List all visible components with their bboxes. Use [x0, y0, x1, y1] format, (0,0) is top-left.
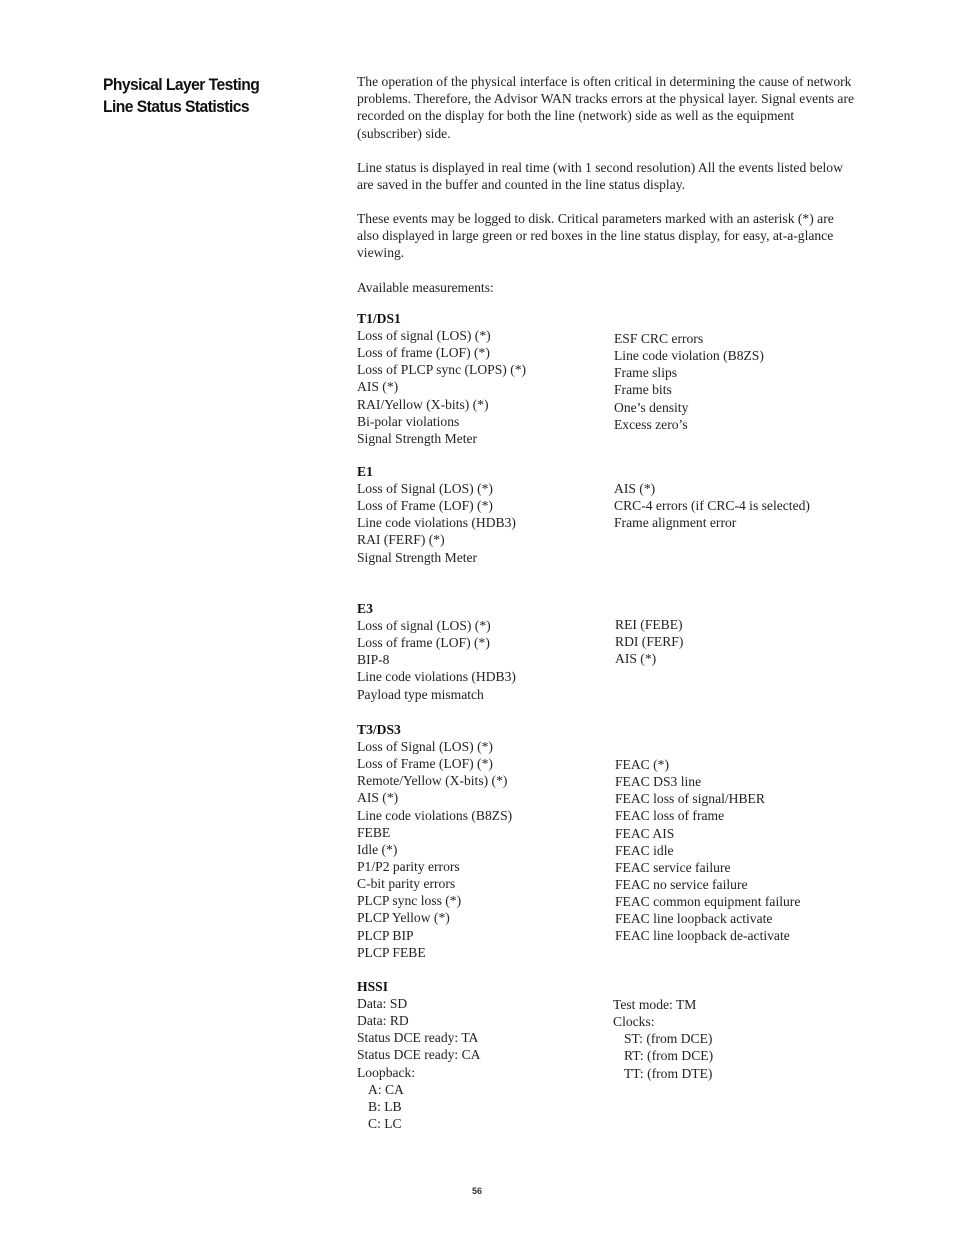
list-item: FEAC line loopback de-activate [615, 928, 790, 944]
list-item: Idle (*) [357, 841, 398, 857]
list-item: Line code violation (B8ZS) [614, 348, 764, 364]
list-item: Line code violations (HDB3) [357, 515, 516, 531]
list-item: FEAC common equipment failure [615, 894, 801, 910]
list-item: AIS (*) [357, 790, 399, 806]
list-item: P1/P2 parity errors [357, 858, 460, 874]
list-item: FEAC (*) [615, 757, 669, 772]
list-item: FEAC DS3 line [615, 774, 702, 790]
list-item: B: LB [368, 1098, 402, 1114]
e3-left-list [357, 617, 516, 703]
section-title-e3: E3 [357, 601, 373, 616]
intro-paragraph-3: These events may be logged to disk. Critical parameters marked with an asterisk (*) are also displayed in large green or red boxes in the line status display, for easy, at-a-glance viewing. [357, 211, 834, 261]
list-item: RAI (FERF) (*) [357, 532, 445, 548]
list-item: Loss of frame (LOF) (*) [357, 345, 490, 361]
list-item: FEAC idle [615, 842, 674, 858]
list-item: Clocks: [613, 1014, 655, 1030]
list-item: Data: SD [357, 996, 408, 1011]
list-item: PLCP FEBE [357, 944, 426, 960]
list-item: BIP-8 [357, 652, 390, 668]
section-title-t3ds3: T3/DS3 [357, 722, 401, 737]
list-item: Loss of frame (LOF) (*) [357, 635, 490, 651]
available-measurements-label: Available measurements: [357, 280, 494, 295]
page-heading [103, 74, 305, 118]
list-item: Test mode: TM [613, 997, 697, 1012]
list-item: TT: (from DTE) [624, 1065, 713, 1081]
list-item: Remote/Yellow (X-bits) (*) [357, 773, 508, 789]
list-item: AIS (*) [614, 481, 656, 496]
list-item: Line code violations (B8ZS) [357, 807, 513, 823]
list-item: Loopback: [357, 1064, 416, 1080]
list-item: CRC-4 errors (if CRC-4 is selected) [614, 498, 810, 514]
hssi-right-list [613, 996, 713, 1082]
list-item: Loss of signal (LOS) (*) [357, 618, 491, 633]
intro-paragraph-1: The operation of the physical interface is often critical in determining the cause of network problems. Therefore, the Advisor WAN tracks errors at the physical layer. Signal events are recorded on the display for both the line (network) side as well as the equipment (subscriber) side. [357, 74, 855, 141]
list-item: Loss of signal (LOS) (*) [357, 328, 491, 343]
intro-paragraph-2: Line status is displayed in real time (with 1 second resolution) All the events listed below are saved in the buffer and counted in the line status display. [357, 160, 843, 193]
list-item: FEAC service failure [615, 859, 731, 875]
list-item: PLCP Yellow (*) [357, 910, 450, 926]
section-title-e1: E1 [357, 464, 373, 479]
list-item: Loss of PLCP sync (LOPS) (*) [357, 362, 527, 378]
list-item: AIS (*) [357, 379, 399, 395]
list-item: FEAC no service failure [615, 876, 748, 892]
list-item: RAI/Yellow (X-bits) (*) [357, 396, 489, 412]
e3-right-list [615, 616, 683, 667]
e1-left-list [357, 480, 516, 566]
hssi-left-list [357, 995, 480, 1132]
list-item: One’s density [614, 399, 689, 415]
list-item: Loss of Signal (LOS) (*) [357, 481, 493, 496]
heading-line-1: Physical Layer Testing [103, 75, 260, 94]
list-item: Signal Strength Meter [357, 430, 478, 446]
list-item: Frame alignment error [614, 515, 737, 531]
list-item: Payload type mismatch [357, 686, 484, 702]
section-title-hssi: HSSI [357, 979, 388, 994]
list-item: Line code violations (HDB3) [357, 669, 516, 685]
section-title-t1ds1: T1/DS1 [357, 311, 401, 326]
t3ds3-right-list [615, 756, 800, 945]
list-item: FEAC AIS [615, 825, 675, 841]
heading-line-2: Line Status Statistics [103, 97, 250, 116]
list-item: Loss of Signal (LOS) (*) [357, 739, 493, 754]
t1ds1-right-list [614, 330, 764, 433]
list-item: Loss of Frame (LOF) (*) [357, 498, 493, 514]
list-item: PLCP BIP [357, 927, 414, 943]
list-item: Status DCE ready: CA [357, 1047, 481, 1063]
list-item: Signal Strength Meter [357, 549, 478, 565]
t1ds1-left-list [357, 327, 526, 447]
list-item: C: LC [368, 1115, 402, 1131]
list-item: Frame slips [614, 365, 678, 381]
list-item: Loss of Frame (LOF) (*) [357, 756, 493, 772]
list-item: FEBE [357, 824, 391, 840]
list-item: C-bit parity errors [357, 876, 456, 892]
list-item: FEAC loss of signal/HBER [615, 791, 765, 807]
list-item: Excess zero’s [614, 416, 688, 432]
list-item: A: CA [368, 1081, 404, 1097]
list-item: AIS (*) [615, 651, 657, 667]
list-item: ESF CRC errors [614, 331, 704, 346]
list-item: Status DCE ready: TA [357, 1030, 479, 1046]
list-item: Frame bits [614, 382, 672, 398]
t3ds3-left-list [357, 738, 512, 961]
list-item: FEAC loss of frame [615, 808, 725, 824]
list-item: PLCP sync loss (*) [357, 893, 462, 909]
list-item: RDI (FERF) [615, 634, 684, 650]
page-number: 56 [471, 1186, 482, 1196]
list-item: Data: RD [357, 1013, 409, 1029]
list-item: RT: (from DCE) [624, 1048, 714, 1064]
list-item: ST: (from DCE) [624, 1031, 713, 1047]
list-item: FEAC line loopback activate [615, 911, 773, 927]
list-item: Bi-polar violations [357, 413, 460, 429]
e1-right-list [614, 480, 810, 531]
list-item: REI (FEBE) [615, 617, 683, 632]
